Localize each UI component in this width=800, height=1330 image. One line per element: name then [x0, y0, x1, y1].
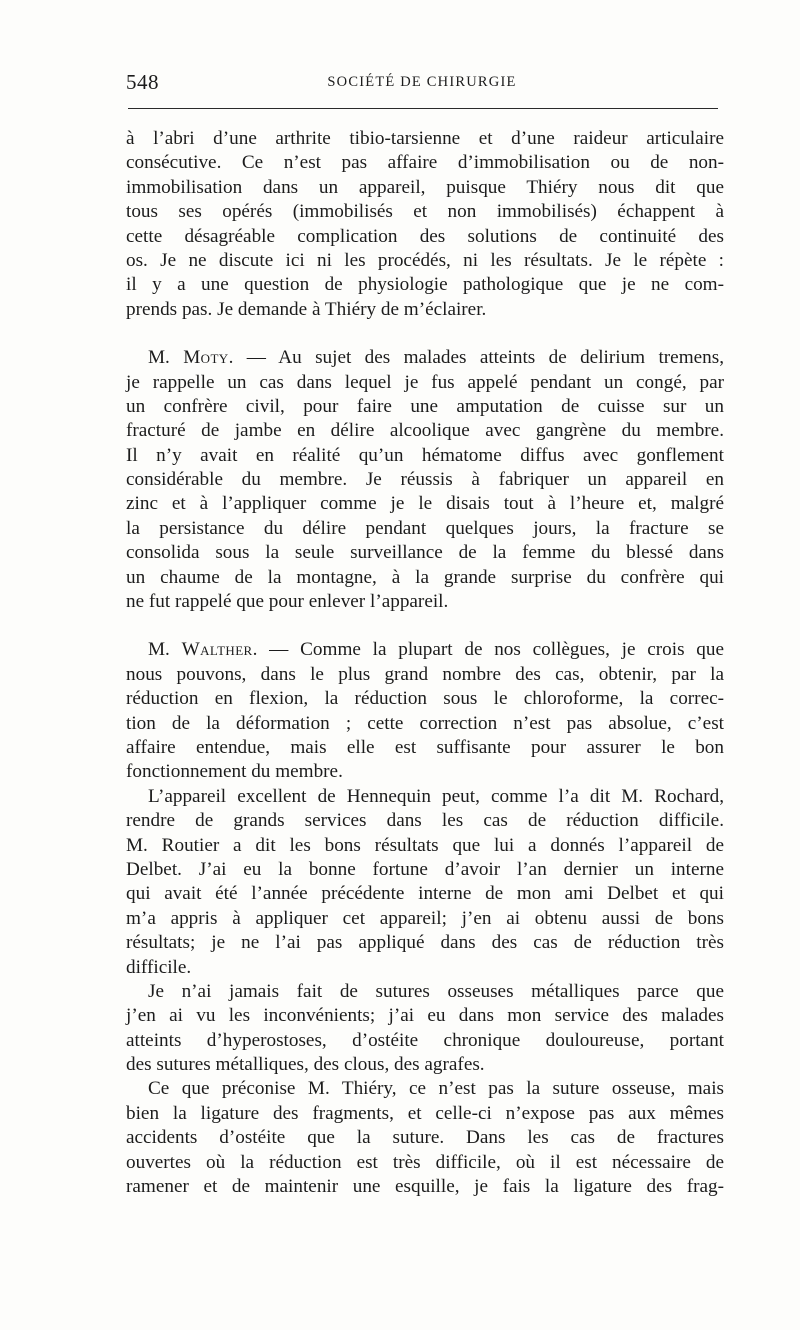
paragraph-sutures: [126, 980, 724, 1078]
text-line: considérable du membre. Je réussis à fabriquer un appareil en: [126, 469, 724, 491]
paragraph-moty: [126, 346, 724, 614]
text-line: cette désagréable complication des solutions de continuité des: [126, 225, 724, 247]
text-line: Il n’y avait en réalité qu’un hématome diffus avec gonflement: [126, 444, 724, 466]
text-line: os. Je ne discute ici ni les procédés, ni les résultats. Je le répète :: [126, 249, 724, 271]
text-line: Delbet. J’ai eu la bonne fortune d’avoir l’an dernier un interne: [126, 858, 724, 880]
text-line: Je n’ai jamais fait de sutures osseuses métalliques parce que: [148, 980, 724, 1002]
text-line: rendre de grands services dans les cas de réduction difficile.: [126, 810, 724, 832]
speaker-prefix: M.: [148, 639, 182, 661]
running-head: [126, 70, 718, 100]
speaker-name: Moty: [183, 347, 229, 369]
text-line: je rappelle un cas dans lequel je fus appelé pendant un congé, par: [126, 371, 724, 393]
text-line: consolida sous la seule surveillance de la femme du blessé dans: [126, 542, 724, 564]
text-line: qui avait été l’année précédente interne de mon ami Delbet et qui: [126, 883, 724, 905]
text-line: la persistance du délire pendant quelques jours, la fracture se: [126, 517, 724, 539]
text-line: des sutures métalliques, des clous, des agrafes.: [126, 1054, 485, 1076]
text-line: j’en ai vu les inconvénients; j’ai eu dans mon service des malades: [126, 1005, 724, 1027]
text-line: ne fut rappelé que pour enlever l’appareil.: [126, 591, 449, 613]
header-rule: [128, 108, 718, 109]
text-line: accidents d’ostéite que la suture. Dans les cas de fractures: [126, 1127, 724, 1149]
text-line: un confrère civil, pour faire une amputation de cuisse sur un: [126, 395, 724, 417]
text-line: ramener et de maintenir une esquille, je fais la ligature des frag-: [126, 1176, 724, 1198]
text-line: il y a une question de physiologie pathologique que je ne com-: [126, 274, 724, 296]
text-line: m’a appris à appliquer cet appareil; j’en ai obtenu aussi de bons: [126, 907, 724, 929]
journal-title: SOCIÉTÉ DE CHIRURGIE: [327, 74, 517, 90]
text-line: zinc et à l’appliquer comme je le disais tout à l’heure et, malgré: [126, 493, 724, 515]
speaker-line: [126, 638, 724, 662]
text-line: affaire entendue, mais elle est suffisante pour assurer le bon: [126, 736, 724, 758]
text-line: à l’abri d’une arthrite tibio-tarsienne et d’une raideur articulaire: [126, 128, 724, 149]
text-line: réduction en flexion, la réduction sous le chloroforme, la correc-: [126, 688, 724, 710]
speaker-line-text: . — Comme la plupart de nos collègues, je crois que: [252, 639, 725, 661]
speaker-line-text: . — Au sujet des malades atteints de delirium tremens,: [228, 347, 724, 369]
text-line: atteints d’hyperostoses, d’ostéite chronique douloureuse, portant: [126, 1029, 724, 1051]
text-line: fonctionnement du membre.: [126, 761, 343, 783]
text-line: immobilisation dans un appareil, puisque Thiéry nous dit que: [126, 176, 724, 198]
paragraph-walther: [126, 638, 724, 784]
text-line: tion de la déformation ; cette correction n’est pas absolue, c’est: [126, 712, 724, 734]
paragraph-ligature: [126, 1077, 724, 1199]
text-line: L’appareil excellent de Hennequin peut, comme l’a dit M. Rochard,: [148, 785, 724, 807]
paragraph-gap: [126, 614, 724, 638]
text-line: fracturé de jambe en délire alcoolique avec gangrène du membre.: [126, 420, 724, 442]
text-line: nous pouvons, dans le plus grand nombre des cas, obtenir, par la: [126, 663, 724, 685]
text-line: M. Routier a dit les bons résultats que lui a donnés l’appareil de: [126, 834, 724, 856]
text-line: prends pas. Je demande à Thiéry de m’éclairer.: [126, 298, 487, 320]
text-line: tous ses opérés (immobilisés et non immobilisés) échappent à: [126, 201, 724, 223]
paragraph-hennequin: [126, 785, 724, 980]
text-line: consécutive. Ce n’est pas affaire d’immobilisation ou de non-: [126, 152, 724, 174]
text-line: un chaume de la montagne, à la grande surprise du confrère qui: [126, 566, 724, 588]
speaker-name: Walther: [181, 639, 253, 661]
text-line: Ce que préconise M. Thiéry, ce n’est pas la suture osseuse, mais: [148, 1078, 724, 1100]
text-line: bien la ligature des fragments, et celle-ci n’expose pas aux mêmes: [126, 1102, 724, 1124]
speaker-line: [126, 346, 724, 370]
body-text: [126, 127, 724, 1199]
text-line: difficile.: [126, 956, 192, 978]
paragraph-gap: [126, 322, 724, 346]
page-number: 548: [126, 70, 159, 94]
text-line: résultats; je ne l’ai pas appliqué dans des cas de réduction très: [126, 932, 724, 954]
speaker-prefix: M.: [148, 347, 184, 369]
text-line: ouvertes où la réduction est très difficile, où il est nécessaire de: [126, 1151, 724, 1173]
paragraph-thiery-reply: [126, 127, 724, 322]
